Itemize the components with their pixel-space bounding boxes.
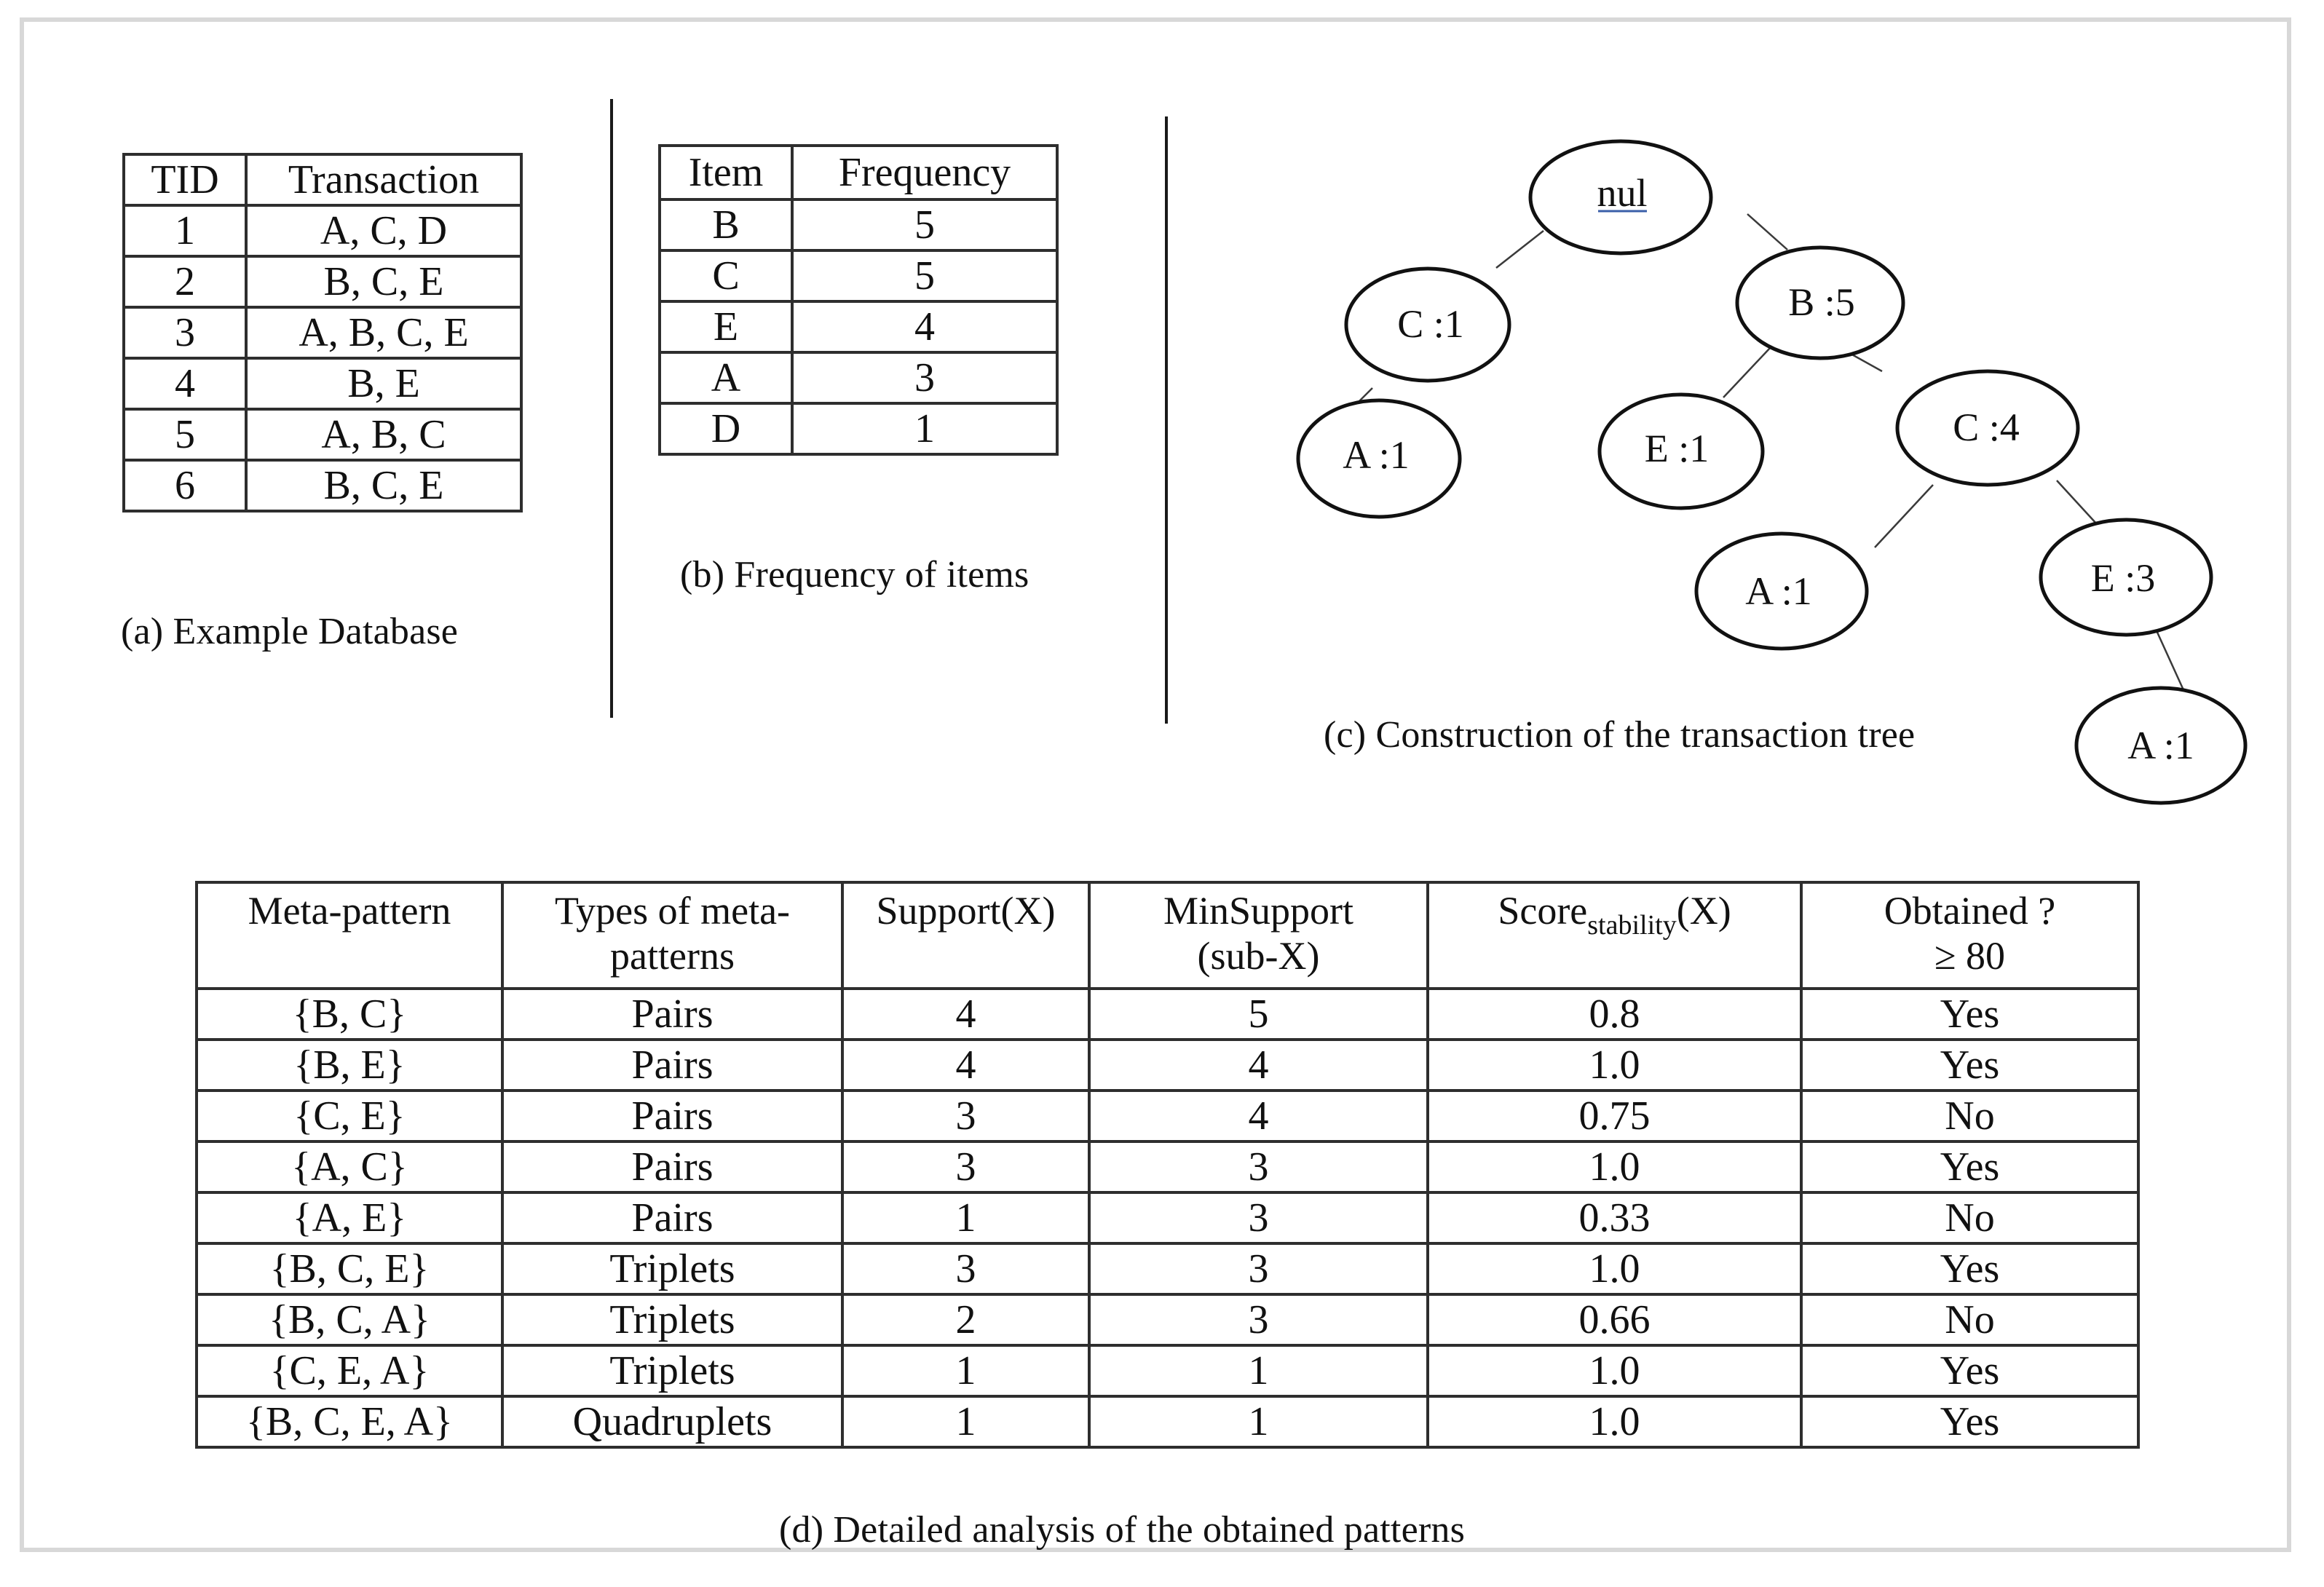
caption-a: (a) Example Database [121,611,459,652]
edge-c4-e3 [2057,480,2097,524]
node-label: C :4 [1953,405,2020,449]
table-row [197,989,2138,1040]
score-cell: 1.0 [1428,1345,1801,1396]
pattern-cell: {C, E} [197,1091,502,1141]
divider-a-b [610,99,613,718]
item-cell: B [660,199,792,250]
minsupport-cell: 3 [1089,1294,1428,1345]
obtained-cell: No [1801,1091,2138,1141]
header-minsupport: MinSupport (sub-X) [1089,882,1428,989]
item-cell: C [660,250,792,301]
obtained-cell: Yes [1801,1040,2138,1091]
transaction-cell: B, C, E [246,460,521,511]
table-row [197,1192,2138,1243]
minsupport-cell: 3 [1089,1192,1428,1243]
score-cell: 0.8 [1428,989,1801,1040]
score-cell: 0.66 [1428,1294,1801,1345]
header-item: Item [660,146,792,199]
pattern-cell: {B, C, E} [197,1243,502,1294]
minsupport-cell: 5 [1089,989,1428,1040]
pattern-cell: {B, C, E, A} [197,1396,502,1447]
pattern-cell: {B, C} [197,989,502,1040]
node-label: B :5 [1788,280,1855,324]
type-cell: Quadruplets [502,1396,842,1447]
type-cell: Pairs [502,989,842,1040]
table-row [660,403,1057,454]
support-cell: 4 [842,1040,1089,1091]
pattern-cell: {B, C, A} [197,1294,502,1345]
table-row [124,409,521,460]
header-score-stability: Score$_{stability}$(X) [1428,882,1801,989]
score-cell: 1.0 [1428,1396,1801,1447]
type-cell: Pairs [502,1192,842,1243]
obtained-cell: Yes [1801,1243,2138,1294]
node-label: A :1 [1745,569,1812,613]
score-cell: 1.0 [1428,1141,1801,1192]
item-cell: E [660,301,792,352]
table-row [124,307,521,358]
transaction-cell: A, C, D [246,205,521,256]
transaction-tree [1238,109,2308,808]
example-database-table [122,153,523,512]
minsupport-cell: 3 [1089,1243,1428,1294]
support-cell: 1 [842,1345,1089,1396]
table-header-row [197,882,2138,989]
pattern-cell: {B, E} [197,1040,502,1091]
minsupport-cell: 1 [1089,1345,1428,1396]
node-label: E :3 [2090,556,2156,600]
header-frequency: Frequency [792,146,1057,199]
minsupport-cell: 1 [1089,1396,1428,1447]
transaction-cell: B, C, E [246,256,521,307]
score-cell: 0.75 [1428,1091,1801,1141]
pattern-cell: {A, E} [197,1192,502,1243]
node-label: C :1 [1397,302,1464,346]
score-cell: 1.0 [1428,1243,1801,1294]
obtained-cell: Yes [1801,1345,2138,1396]
table-row [124,460,521,511]
node-label: E :1 [1644,427,1710,470]
frequency-cell: 5 [792,250,1057,301]
caption-c: (c) Construction of the transaction tree [1324,714,1916,756]
table-row [197,1040,2138,1091]
obtained-cell: No [1801,1294,2138,1345]
support-cell: 1 [842,1396,1089,1447]
pattern-cell: {A, C} [197,1141,502,1192]
pattern-analysis-table [195,881,2140,1449]
transaction-cell: A, B, C, E [246,307,521,358]
table-row [197,1294,2138,1345]
support-cell: 3 [842,1141,1089,1192]
item-cell: D [660,403,792,454]
header-tid: TID [124,154,246,205]
caption-b: (b) Frequency of items [680,554,1029,595]
table-row [197,1141,2138,1192]
frequency-cell: 3 [792,352,1057,403]
table-row [660,301,1057,352]
obtained-cell: Yes [1801,1396,2138,1447]
edge-c4-a1 [1875,485,1933,547]
table-header-row [660,146,1057,199]
transaction-cell: B, E [246,358,521,409]
header-transaction: Transaction [246,154,521,205]
table-row [124,205,521,256]
pattern-cell: {C, E, A} [197,1345,502,1396]
table-row [660,199,1057,250]
item-frequency-table [658,144,1059,456]
node-root-label: nul [1597,171,1648,215]
type-cell: Pairs [502,1040,842,1091]
support-cell: 4 [842,989,1089,1040]
score-cell: 1.0 [1428,1040,1801,1091]
tid-cell: 2 [124,256,246,307]
edge-b5-e1 [1723,347,1771,397]
table-row [660,352,1057,403]
table-row [124,256,521,307]
table-header-row [124,154,521,205]
frequency-cell: 5 [792,199,1057,250]
type-cell: Triplets [502,1243,842,1294]
tid-cell: 6 [124,460,246,511]
support-cell: 3 [842,1243,1089,1294]
header-meta-pattern: Meta-pattern [197,882,502,989]
caption-d: (d) Detailed analysis of the obtained patterns [779,1509,1466,1551]
tid-cell: 1 [124,205,246,256]
edge-root-c1 [1496,231,1544,268]
node-label: A :1 [2127,724,2194,767]
table-row [197,1396,2138,1447]
transaction-cell: A, B, C [246,409,521,460]
obtained-cell: Yes [1801,989,2138,1040]
frequency-cell: 4 [792,301,1057,352]
divider-b-c [1165,116,1168,724]
type-cell: Triplets [502,1294,842,1345]
table-row [660,250,1057,301]
tid-cell: 5 [124,409,246,460]
type-cell: Triplets [502,1345,842,1396]
table-row [197,1345,2138,1396]
minsupport-cell: 4 [1089,1040,1428,1091]
support-cell: 2 [842,1294,1089,1345]
header-types: Types of meta- patterns [502,882,842,989]
item-cell: A [660,352,792,403]
tree-nodes [1298,141,2245,803]
score-cell: 0.33 [1428,1192,1801,1243]
support-cell: 1 [842,1192,1089,1243]
table-row [124,358,521,409]
table-row [197,1243,2138,1294]
obtained-cell: No [1801,1192,2138,1243]
node-label: A :1 [1343,433,1410,477]
header-obtained: Obtained ? ≥ 80 [1801,882,2138,989]
tid-cell: 4 [124,358,246,409]
type-cell: Pairs [502,1141,842,1192]
tid-cell: 3 [124,307,246,358]
minsupport-cell: 3 [1089,1141,1428,1192]
obtained-cell: Yes [1801,1141,2138,1192]
edge-e3-a1 [2155,628,2184,692]
type-cell: Pairs [502,1091,842,1141]
table-row [197,1091,2138,1141]
support-cell: 3 [842,1091,1089,1141]
frequency-cell: 1 [792,403,1057,454]
minsupport-cell: 4 [1089,1091,1428,1141]
header-support: Support(X) [842,882,1089,989]
edge-root-b5 [1747,214,1787,250]
